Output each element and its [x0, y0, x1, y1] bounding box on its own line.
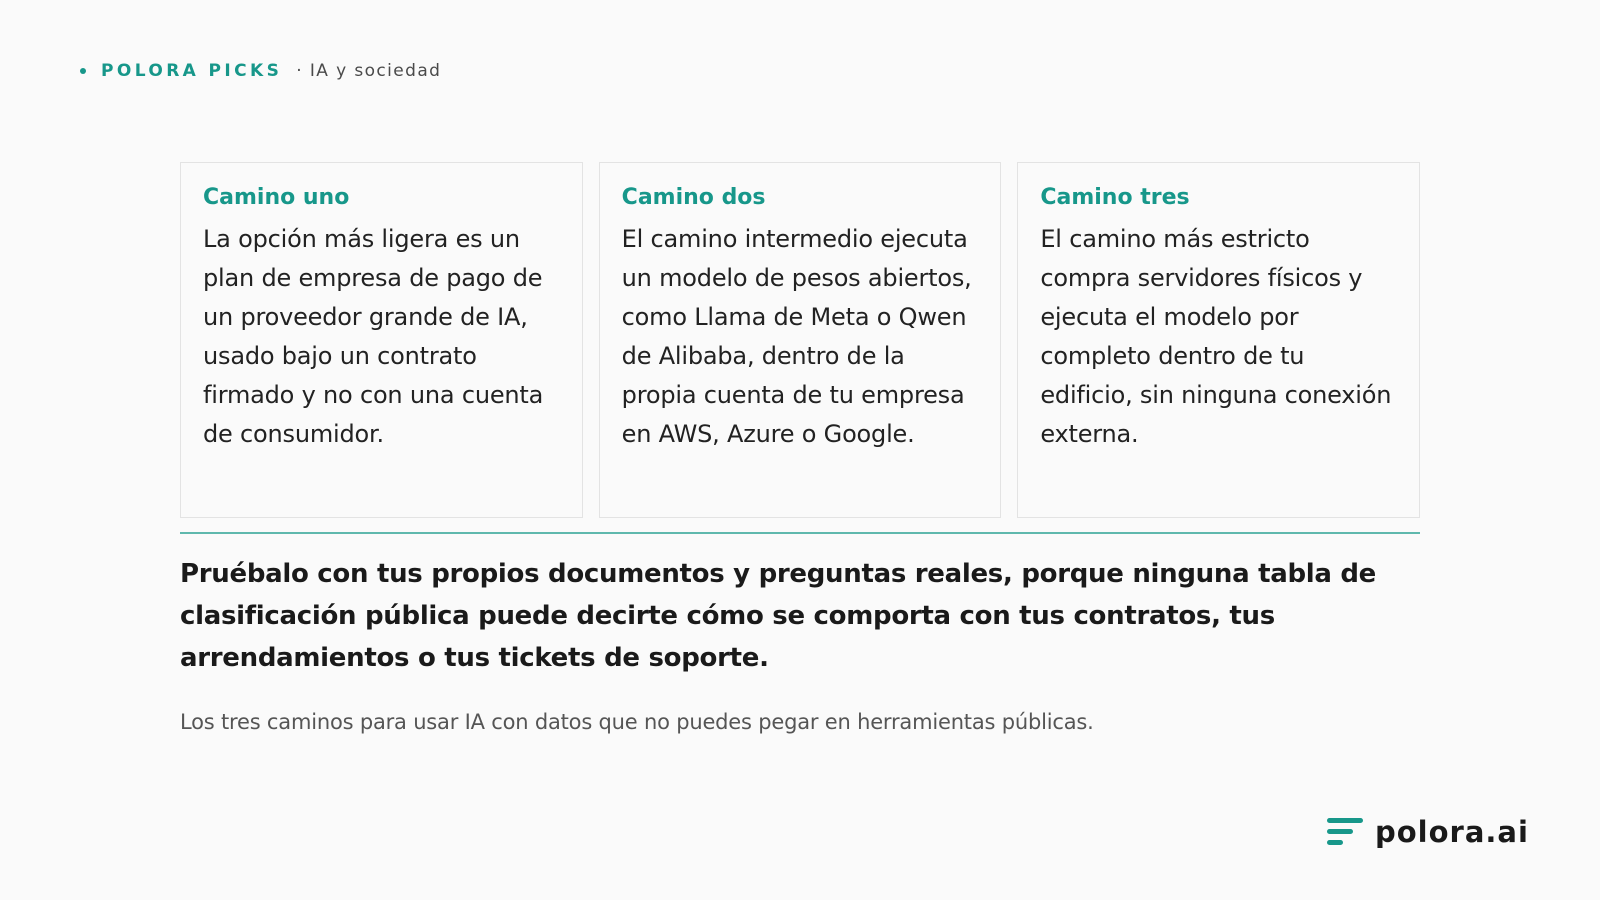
bullet-dot-icon	[80, 68, 86, 74]
divider	[180, 532, 1420, 534]
card-path-three	[1017, 162, 1420, 518]
card-title: Camino uno	[203, 185, 350, 210]
footer-logo	[1327, 815, 1529, 849]
section-label: · IA y sociedad	[296, 61, 442, 81]
card-title: Camino tres	[1040, 185, 1190, 210]
header	[80, 61, 441, 81]
lines-logo-icon	[1327, 818, 1363, 846]
callout-text: Pruébalo con tus propios documentos y preguntas reales, porque ninguna tabla de clasificación pública puede decirte cómo se comporta con tus contratos, tus arrendamientos o tus tickets de soporte.	[180, 559, 1377, 673]
card-path-one	[180, 162, 583, 518]
card-body: La opción más ligera es un plan de empresa de pago de un proveedor grande de IA, usado bajo un contrato firmado y no con una cuenta de consumidor.	[203, 225, 544, 448]
brand-label: POLORA PICKS	[101, 61, 283, 81]
card-title: Camino dos	[621, 185, 766, 210]
cards-row	[180, 162, 1420, 518]
card-body: El camino intermedio ejecuta un modelo de pesos abiertos, como Llama de Meta o Qwen de Alibaba, dentro de la propia cuenta de tu empresa en AWS, Azure o Google.	[621, 225, 972, 448]
logo-text: polora.ai	[1375, 815, 1529, 849]
card-path-two	[599, 162, 1002, 518]
caption-text: Los tres caminos para usar IA con datos que no puedes pegar en herramientas públicas.	[180, 710, 1094, 734]
card-body: El camino más estricto compra servidores físicos y ejecuta el modelo por completo dentro de tu edificio, sin ninguna conexión externa.	[1040, 225, 1392, 448]
